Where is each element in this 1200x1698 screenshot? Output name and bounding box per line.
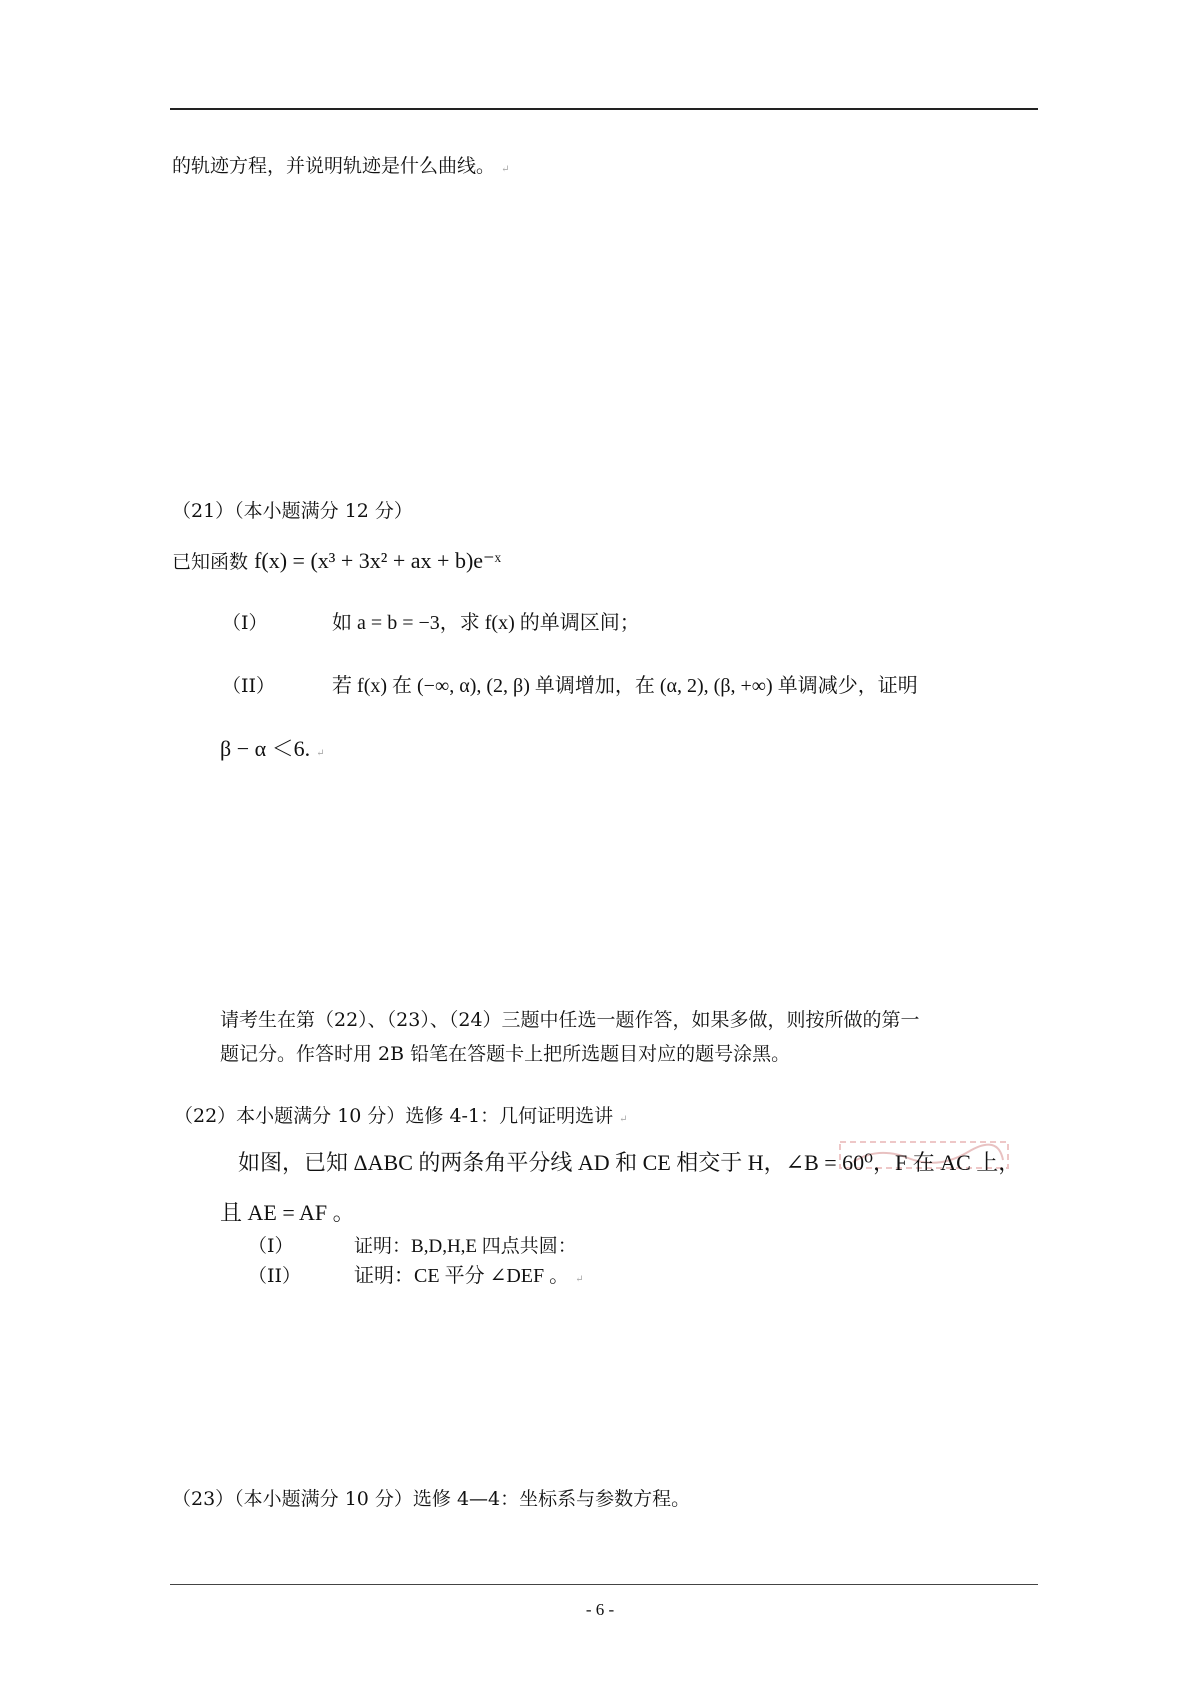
paragraph-mark: ↵ [575,1274,584,1285]
q22-part1 [248,1233,577,1260]
q22-part1-text: 证明：B,D,H,E 四点共圆： [354,1236,577,1257]
q21-part1-label: （I） [222,612,268,634]
q21-part2-cont: β − α ＜6. [220,736,311,761]
q22-part1-label: （I） [248,1235,294,1257]
paragraph-mark: ↵ [316,748,325,759]
q21-part2-label: （II） [222,675,276,697]
q21-stem-prefix: 已知函数 [172,551,249,573]
q22-part2 [248,1263,584,1293]
q22-part2-text: 证明：CE 平分 ∠DEF 。 [354,1265,570,1287]
q22-stem2: 且 AE = AF 。 [220,1200,355,1225]
q21-part1-text: 如 a = b = −3，求 f(x) 的单调区间； [332,612,640,634]
top-text-line [172,153,509,183]
q22-stem1: 如图，已知 ΔABC 的两条角平分线 AD 和 CE 相交于 H，∠B = 60⁰，F 在 AC 上， [238,1150,1021,1175]
notice-line1: 请考生在第（22）、（23）、（24）三题中任选一题作答，如果多做，则按所做的第一 [220,1009,920,1031]
q22-part2-label: （II） [248,1265,302,1287]
notice-line2: 题记分。作答时用 2B 铅笔在答题卡上把所选题目对应的题号涂黑。 [220,1043,791,1065]
q21-part1 [222,610,640,636]
page-number: - 6 - [585,1600,615,1619]
q21-title: （21）（本小题满分 12 分） [172,500,413,522]
q21-part2-cont-line [220,736,325,767]
paragraph-mark: ↵ [619,1114,628,1125]
top-text: 的轨迹方程，并说明轨迹是什么曲线。 [172,155,496,177]
q21-part2 [222,673,918,699]
header-rule [170,108,1038,110]
footer-rule [170,1584,1038,1585]
q22-title: （22）本小题满分 10 分）选修 4-1：几何证明选讲 [174,1105,614,1127]
q22-title-line [174,1103,628,1133]
q21-formula: f(x) = (x³ + 3x² + ax + b)e⁻ˣ [254,548,502,573]
q23-title: （23）（本小题满分 10 分）选修 4—4：坐标系与参数方程。 [172,1488,691,1510]
paragraph-mark: ↵ [501,164,510,175]
q21-part2-text: 若 f(x) 在 (−∞, α), (2, β) 单调增加，在 (α, 2), (β, +∞) 单调减少，证明 [332,675,918,697]
q21-stem [172,548,501,575]
